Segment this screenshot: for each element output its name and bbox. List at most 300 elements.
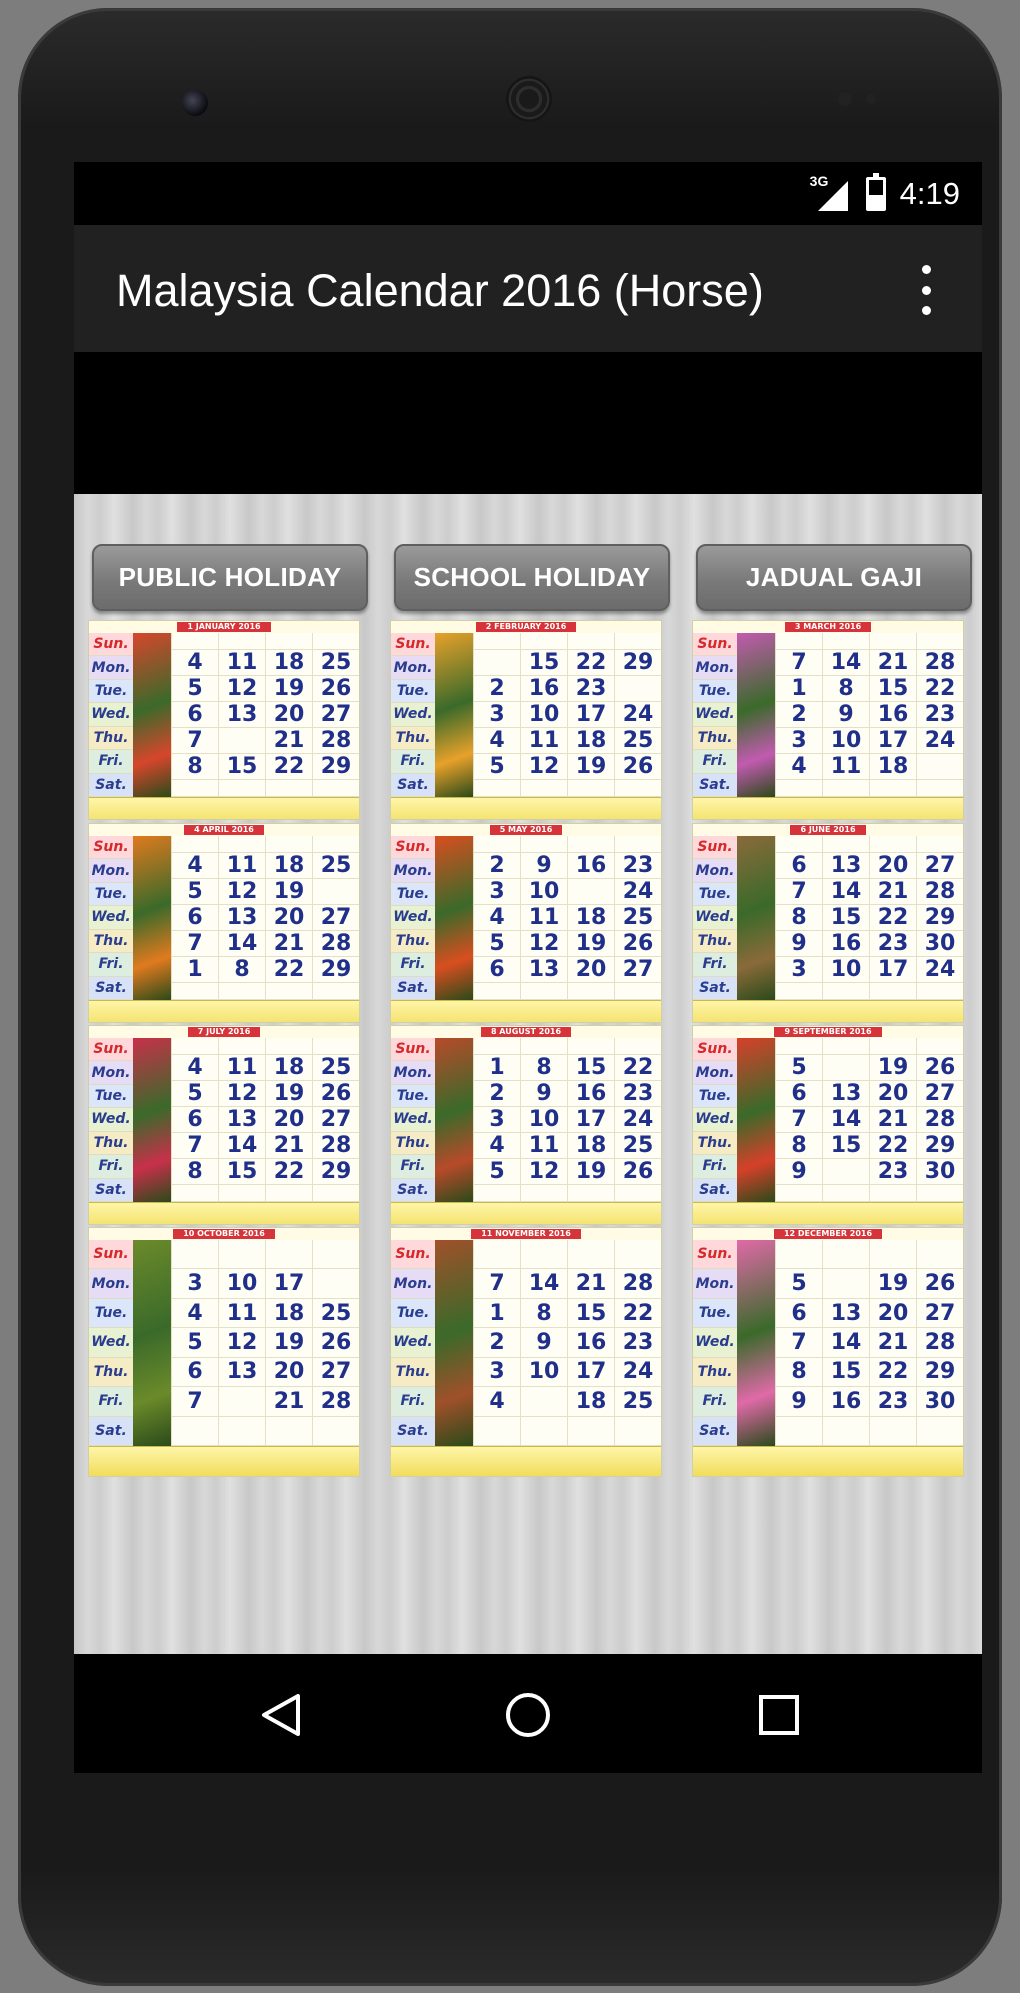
date-cell: 19 bbox=[265, 676, 312, 702]
date-cell: 21 bbox=[869, 650, 916, 676]
weekday-label: Sat. bbox=[693, 977, 737, 1000]
date-cell: 10 bbox=[520, 879, 567, 905]
weekday-label: Thu. bbox=[391, 1132, 435, 1155]
date-cell: 11 bbox=[218, 853, 265, 879]
date-cell: 6 bbox=[171, 1107, 218, 1133]
weekday-label: Mon. bbox=[89, 656, 133, 679]
earpiece-speaker-icon bbox=[506, 76, 552, 122]
weekday-label: Tue. bbox=[693, 1085, 737, 1108]
battery-icon bbox=[866, 177, 886, 211]
date-cell: 25 bbox=[312, 853, 359, 879]
date-cell bbox=[822, 780, 869, 797]
date-cell: 26 bbox=[312, 1328, 359, 1357]
weekday-label: Thu. bbox=[391, 1358, 435, 1387]
date-cell bbox=[265, 1185, 312, 1202]
date-cell: 5 bbox=[473, 931, 520, 957]
date-cell: 24 bbox=[614, 1358, 661, 1387]
date-cell: 1 bbox=[171, 957, 218, 983]
date-cell: 12 bbox=[520, 931, 567, 957]
weekday-label: Wed. bbox=[89, 1328, 133, 1357]
date-cell bbox=[822, 633, 869, 650]
date-cell: 10 bbox=[822, 728, 869, 754]
flower-photo bbox=[737, 1038, 775, 1202]
weekday-label: Wed. bbox=[693, 906, 737, 929]
date-cell bbox=[822, 836, 869, 853]
date-cell: 2 bbox=[473, 853, 520, 879]
date-cell: 9 bbox=[520, 853, 567, 879]
date-cell bbox=[916, 633, 963, 650]
date-cell: 19 bbox=[265, 1328, 312, 1357]
weekday-label: Mon. bbox=[693, 1061, 737, 1084]
weekday-label: Fri. bbox=[89, 1387, 133, 1416]
weekday-label: Wed. bbox=[693, 1328, 737, 1357]
date-cell: 7 bbox=[775, 650, 822, 676]
weekday-label: Fri. bbox=[391, 750, 435, 773]
date-cell: 19 bbox=[265, 1081, 312, 1107]
weekday-label: Tue. bbox=[89, 680, 133, 703]
calendar-month-thumbnail[interactable] bbox=[390, 1227, 662, 1477]
date-cell: 29 bbox=[916, 1358, 963, 1387]
date-cell bbox=[218, 1038, 265, 1055]
date-cell: 11 bbox=[520, 905, 567, 931]
public-holiday-button[interactable]: PUBLIC HOLIDAY bbox=[92, 544, 368, 611]
date-cell: 7 bbox=[775, 879, 822, 905]
date-cell: 22 bbox=[265, 957, 312, 983]
date-cell bbox=[567, 1417, 614, 1446]
weekday-label: Sun. bbox=[693, 836, 737, 859]
weekday-label: Sun. bbox=[693, 1038, 737, 1061]
front-camera-icon bbox=[182, 90, 208, 116]
date-cell bbox=[520, 1240, 567, 1269]
date-cell: 28 bbox=[916, 879, 963, 905]
date-cell: 11 bbox=[218, 1299, 265, 1328]
weekday-label: Wed. bbox=[391, 906, 435, 929]
date-cell: 9 bbox=[520, 1328, 567, 1357]
calendar-footer-strip bbox=[391, 1202, 661, 1225]
date-cell: 19 bbox=[265, 879, 312, 905]
date-cell: 17 bbox=[567, 1358, 614, 1387]
date-cell bbox=[265, 1240, 312, 1269]
date-cell bbox=[265, 1038, 312, 1055]
date-cell: 6 bbox=[171, 1358, 218, 1387]
date-cell bbox=[171, 1417, 218, 1446]
date-cell bbox=[218, 1240, 265, 1269]
date-cell: 29 bbox=[312, 754, 359, 780]
flower-photo bbox=[133, 1038, 171, 1202]
date-cell: 6 bbox=[775, 1081, 822, 1107]
school-holiday-button[interactable]: SCHOOL HOLIDAY bbox=[394, 544, 670, 611]
date-cell: 28 bbox=[916, 1107, 963, 1133]
date-cell bbox=[520, 633, 567, 650]
date-cell: 25 bbox=[614, 1387, 661, 1416]
date-cell bbox=[916, 1185, 963, 1202]
calendar-month-thumbnail[interactable] bbox=[390, 1025, 662, 1225]
month-title: 6 JUNE 2016 bbox=[790, 825, 865, 835]
calendar-month-thumbnail[interactable] bbox=[88, 1227, 360, 1477]
month-title: 10 OCTOBER 2016 bbox=[173, 1229, 275, 1239]
weekday-label: Mon. bbox=[89, 1269, 133, 1298]
weekday-label: Thu. bbox=[89, 727, 133, 750]
date-cell: 19 bbox=[567, 931, 614, 957]
date-cell: 18 bbox=[265, 650, 312, 676]
ad-banner[interactable] bbox=[74, 352, 982, 494]
date-cell: 4 bbox=[775, 754, 822, 780]
date-cell: 21 bbox=[265, 931, 312, 957]
date-cell bbox=[171, 1240, 218, 1269]
date-cell: 12 bbox=[520, 754, 567, 780]
weekday-label: Thu. bbox=[693, 930, 737, 953]
month-title: 9 SEPTEMBER 2016 bbox=[774, 1027, 881, 1037]
date-cell: 22 bbox=[869, 1133, 916, 1159]
date-cell: 27 bbox=[916, 1299, 963, 1328]
date-cell bbox=[869, 633, 916, 650]
date-cell bbox=[218, 1185, 265, 1202]
date-cell: 19 bbox=[567, 1159, 614, 1185]
date-cell bbox=[473, 650, 520, 676]
date-cell bbox=[916, 780, 963, 797]
weekday-label: Sun. bbox=[89, 633, 133, 656]
date-cell: 21 bbox=[869, 1328, 916, 1357]
date-cell: 12 bbox=[520, 1159, 567, 1185]
date-cell: 11 bbox=[520, 1133, 567, 1159]
weekday-label: Sun. bbox=[89, 836, 133, 859]
date-cell: 21 bbox=[869, 879, 916, 905]
date-cell: 18 bbox=[567, 905, 614, 931]
date-cell: 24 bbox=[614, 879, 661, 905]
date-cell bbox=[614, 836, 661, 853]
date-cell: 17 bbox=[265, 1269, 312, 1298]
date-cell bbox=[869, 1185, 916, 1202]
date-cell: 3 bbox=[171, 1269, 218, 1298]
date-cell bbox=[218, 1387, 265, 1416]
date-cell: 25 bbox=[312, 650, 359, 676]
weekday-label: Sat. bbox=[693, 1417, 737, 1446]
weekday-label: Tue. bbox=[693, 1299, 737, 1328]
weekday-label: Sat. bbox=[391, 1179, 435, 1202]
month-title: 7 JULY 2016 bbox=[188, 1027, 261, 1037]
date-cell bbox=[869, 1038, 916, 1055]
date-cell: 10 bbox=[520, 1107, 567, 1133]
date-cell: 28 bbox=[614, 1269, 661, 1298]
date-cell bbox=[567, 836, 614, 853]
date-cell: 27 bbox=[312, 905, 359, 931]
main-content bbox=[74, 352, 982, 1699]
calendar-footer-strip bbox=[89, 1202, 359, 1225]
date-cell: 9 bbox=[822, 702, 869, 728]
date-cell: 20 bbox=[869, 1299, 916, 1328]
date-cell: 7 bbox=[775, 1328, 822, 1357]
date-cell bbox=[473, 836, 520, 853]
device-screen bbox=[74, 162, 982, 1773]
date-cell: 5 bbox=[775, 1269, 822, 1298]
date-cell: 2 bbox=[473, 1081, 520, 1107]
overflow-menu-icon[interactable] bbox=[914, 265, 938, 315]
date-cell: 27 bbox=[312, 702, 359, 728]
calendar-footer-strip bbox=[89, 797, 359, 820]
date-cell: 25 bbox=[614, 728, 661, 754]
jadual-gaji-button[interactable]: JADUAL GAJI bbox=[696, 544, 972, 611]
weekday-label: Fri. bbox=[693, 953, 737, 976]
weekday-label: Sun. bbox=[693, 1240, 737, 1269]
date-cell: 28 bbox=[312, 1133, 359, 1159]
weekday-label: Tue. bbox=[89, 883, 133, 906]
date-cell bbox=[916, 754, 963, 780]
date-cell: 18 bbox=[265, 1299, 312, 1328]
date-cell: 1 bbox=[473, 1299, 520, 1328]
date-cell: 30 bbox=[916, 1159, 963, 1185]
weekday-label: Sat. bbox=[89, 977, 133, 1000]
flower-photo bbox=[435, 1038, 473, 1202]
weekday-label: Sat. bbox=[89, 1179, 133, 1202]
calendar-month-thumbnail[interactable] bbox=[692, 823, 964, 1023]
date-cell bbox=[265, 780, 312, 797]
weekday-label: Sun. bbox=[391, 1240, 435, 1269]
date-cell: 13 bbox=[520, 957, 567, 983]
date-cell bbox=[171, 633, 218, 650]
light-sensor-icon bbox=[866, 94, 876, 104]
date-cell: 12 bbox=[218, 676, 265, 702]
calendar-month-thumbnail[interactable] bbox=[88, 620, 360, 820]
date-cell bbox=[614, 780, 661, 797]
date-cell: 17 bbox=[869, 728, 916, 754]
date-cell bbox=[775, 633, 822, 650]
date-cell: 18 bbox=[567, 1387, 614, 1416]
weekday-label: Mon. bbox=[89, 859, 133, 882]
date-cell: 23 bbox=[869, 1387, 916, 1416]
back-triangle-icon[interactable] bbox=[256, 1690, 306, 1740]
date-cell: 17 bbox=[567, 702, 614, 728]
date-cell bbox=[312, 1038, 359, 1055]
date-cell: 7 bbox=[171, 1133, 218, 1159]
date-cell: 11 bbox=[520, 728, 567, 754]
weekday-label: Mon. bbox=[391, 656, 435, 679]
date-cell: 28 bbox=[916, 650, 963, 676]
date-cell: 24 bbox=[916, 957, 963, 983]
recents-square-icon[interactable] bbox=[754, 1690, 804, 1740]
date-cell: 21 bbox=[265, 1387, 312, 1416]
calendar-month-thumbnail[interactable] bbox=[390, 823, 662, 1023]
date-cell bbox=[520, 780, 567, 797]
date-cell: 23 bbox=[567, 676, 614, 702]
weekday-label: Sat. bbox=[89, 774, 133, 797]
date-cell: 8 bbox=[775, 905, 822, 931]
weekday-label: Mon. bbox=[693, 859, 737, 882]
date-cell: 22 bbox=[614, 1055, 661, 1081]
calendar-footer-strip bbox=[693, 1000, 963, 1023]
date-cell: 9 bbox=[775, 1387, 822, 1416]
date-cell: 18 bbox=[567, 1133, 614, 1159]
date-cell bbox=[171, 780, 218, 797]
date-cell: 22 bbox=[265, 754, 312, 780]
date-cell bbox=[218, 836, 265, 853]
flower-photo bbox=[133, 633, 171, 797]
date-cell bbox=[312, 780, 359, 797]
date-cell: 28 bbox=[312, 728, 359, 754]
date-cell: 4 bbox=[473, 1133, 520, 1159]
date-cell: 14 bbox=[822, 879, 869, 905]
date-cell: 16 bbox=[822, 1387, 869, 1416]
date-cell bbox=[473, 1417, 520, 1446]
date-cell: 19 bbox=[869, 1269, 916, 1298]
date-cell: 27 bbox=[916, 1081, 963, 1107]
date-cell: 3 bbox=[775, 957, 822, 983]
date-cell: 11 bbox=[218, 1055, 265, 1081]
date-cell: 6 bbox=[171, 702, 218, 728]
date-cell: 4 bbox=[171, 1299, 218, 1328]
date-cell: 29 bbox=[614, 650, 661, 676]
weekday-label: Fri. bbox=[391, 1155, 435, 1178]
date-cell: 15 bbox=[869, 676, 916, 702]
date-cell bbox=[218, 983, 265, 1000]
date-cell: 20 bbox=[567, 957, 614, 983]
date-cell: 14 bbox=[218, 1133, 265, 1159]
date-cell bbox=[775, 1185, 822, 1202]
date-cell bbox=[312, 1269, 359, 1298]
date-cell bbox=[312, 983, 359, 1000]
date-cell: 23 bbox=[614, 1081, 661, 1107]
date-cell: 25 bbox=[312, 1299, 359, 1328]
date-cell: 19 bbox=[869, 1055, 916, 1081]
month-title: 1 JANUARY 2016 bbox=[177, 622, 270, 632]
date-cell: 30 bbox=[916, 1387, 963, 1416]
date-cell: 22 bbox=[869, 905, 916, 931]
date-cell: 26 bbox=[614, 754, 661, 780]
calendar-month-thumbnail[interactable] bbox=[692, 620, 964, 820]
home-circle-icon[interactable] bbox=[503, 1690, 553, 1740]
date-cell: 13 bbox=[822, 853, 869, 879]
date-cell bbox=[775, 1417, 822, 1446]
date-cell bbox=[567, 1185, 614, 1202]
date-cell bbox=[520, 1387, 567, 1416]
weekday-label: Thu. bbox=[391, 727, 435, 750]
weekday-label: Thu. bbox=[693, 1132, 737, 1155]
flower-photo bbox=[435, 1240, 473, 1446]
date-cell: 3 bbox=[473, 1107, 520, 1133]
date-cell: 13 bbox=[218, 1358, 265, 1387]
date-cell: 21 bbox=[265, 1133, 312, 1159]
date-cell: 1 bbox=[473, 1055, 520, 1081]
weekday-label: Mon. bbox=[391, 859, 435, 882]
date-cell: 5 bbox=[171, 676, 218, 702]
date-cell: 13 bbox=[822, 1081, 869, 1107]
date-cell bbox=[614, 1240, 661, 1269]
date-cell: 23 bbox=[614, 1328, 661, 1357]
weekday-label: Fri. bbox=[391, 953, 435, 976]
date-cell bbox=[614, 1417, 661, 1446]
date-cell: 8 bbox=[171, 754, 218, 780]
weekday-label: Tue. bbox=[89, 1085, 133, 1108]
date-cell: 7 bbox=[775, 1107, 822, 1133]
date-cell: 17 bbox=[567, 1107, 614, 1133]
date-cell: 20 bbox=[869, 1081, 916, 1107]
weekday-label: Wed. bbox=[391, 1328, 435, 1357]
date-cell bbox=[614, 983, 661, 1000]
date-cell: 4 bbox=[171, 650, 218, 676]
date-cell bbox=[520, 836, 567, 853]
date-cell bbox=[775, 780, 822, 797]
date-cell: 15 bbox=[822, 905, 869, 931]
date-cell bbox=[775, 836, 822, 853]
date-cell: 5 bbox=[171, 879, 218, 905]
date-cell bbox=[822, 1038, 869, 1055]
date-cell: 7 bbox=[171, 931, 218, 957]
date-cell bbox=[916, 836, 963, 853]
date-cell: 30 bbox=[916, 931, 963, 957]
date-cell bbox=[218, 1417, 265, 1446]
month-title: 4 APRIL 2016 bbox=[184, 825, 264, 835]
date-cell bbox=[265, 983, 312, 1000]
date-cell bbox=[567, 780, 614, 797]
weekday-label: Sun. bbox=[693, 633, 737, 656]
weekday-label: Sat. bbox=[693, 1179, 737, 1202]
date-cell: 22 bbox=[567, 650, 614, 676]
calendar-month-thumbnail[interactable] bbox=[390, 620, 662, 820]
date-cell: 10 bbox=[218, 1269, 265, 1298]
date-cell: 23 bbox=[869, 1159, 916, 1185]
date-cell: 3 bbox=[775, 728, 822, 754]
date-cell: 1 bbox=[775, 676, 822, 702]
weekday-label: Thu. bbox=[693, 727, 737, 750]
date-cell: 8 bbox=[775, 1133, 822, 1159]
date-cell: 22 bbox=[614, 1299, 661, 1328]
date-cell: 18 bbox=[265, 1055, 312, 1081]
date-cell: 28 bbox=[916, 1328, 963, 1357]
date-cell: 14 bbox=[218, 931, 265, 957]
date-cell: 24 bbox=[916, 728, 963, 754]
weekday-label: Sat. bbox=[391, 977, 435, 1000]
weekday-label: Sat. bbox=[89, 1417, 133, 1446]
date-cell: 19 bbox=[567, 754, 614, 780]
weekday-label: Tue. bbox=[391, 883, 435, 906]
calendar-month-thumbnail[interactable] bbox=[692, 1227, 964, 1477]
date-cell: 5 bbox=[775, 1055, 822, 1081]
weekday-label: Wed. bbox=[391, 1108, 435, 1131]
date-cell: 20 bbox=[869, 853, 916, 879]
date-cell: 14 bbox=[822, 650, 869, 676]
date-cell: 12 bbox=[218, 879, 265, 905]
date-cell: 18 bbox=[265, 853, 312, 879]
date-cell: 2 bbox=[775, 702, 822, 728]
date-cell bbox=[822, 1417, 869, 1446]
date-cell bbox=[312, 1185, 359, 1202]
date-cell: 15 bbox=[822, 1358, 869, 1387]
date-cell bbox=[312, 633, 359, 650]
flower-photo bbox=[133, 1240, 171, 1446]
weekday-label: Wed. bbox=[693, 703, 737, 726]
calendar-month-thumbnail[interactable] bbox=[88, 823, 360, 1023]
calendar-month-thumbnail[interactable] bbox=[692, 1025, 964, 1225]
date-cell: 28 bbox=[312, 1387, 359, 1416]
date-cell: 13 bbox=[218, 905, 265, 931]
date-cell: 18 bbox=[567, 728, 614, 754]
date-cell: 18 bbox=[869, 754, 916, 780]
date-cell bbox=[520, 983, 567, 1000]
date-cell: 4 bbox=[473, 728, 520, 754]
date-cell: 24 bbox=[614, 702, 661, 728]
date-cell: 6 bbox=[171, 905, 218, 931]
weekday-label: Sun. bbox=[391, 633, 435, 656]
weekday-label: Sat. bbox=[693, 774, 737, 797]
calendar-month-thumbnail[interactable] bbox=[88, 1025, 360, 1225]
network-type-label: 3G bbox=[809, 173, 829, 189]
date-cell: 17 bbox=[869, 957, 916, 983]
weekday-label: Wed. bbox=[391, 703, 435, 726]
weekday-label: Fri. bbox=[693, 1155, 737, 1178]
date-cell: 6 bbox=[473, 957, 520, 983]
date-cell bbox=[869, 983, 916, 1000]
proximity-sensor-icon bbox=[838, 92, 852, 106]
date-cell bbox=[614, 1185, 661, 1202]
